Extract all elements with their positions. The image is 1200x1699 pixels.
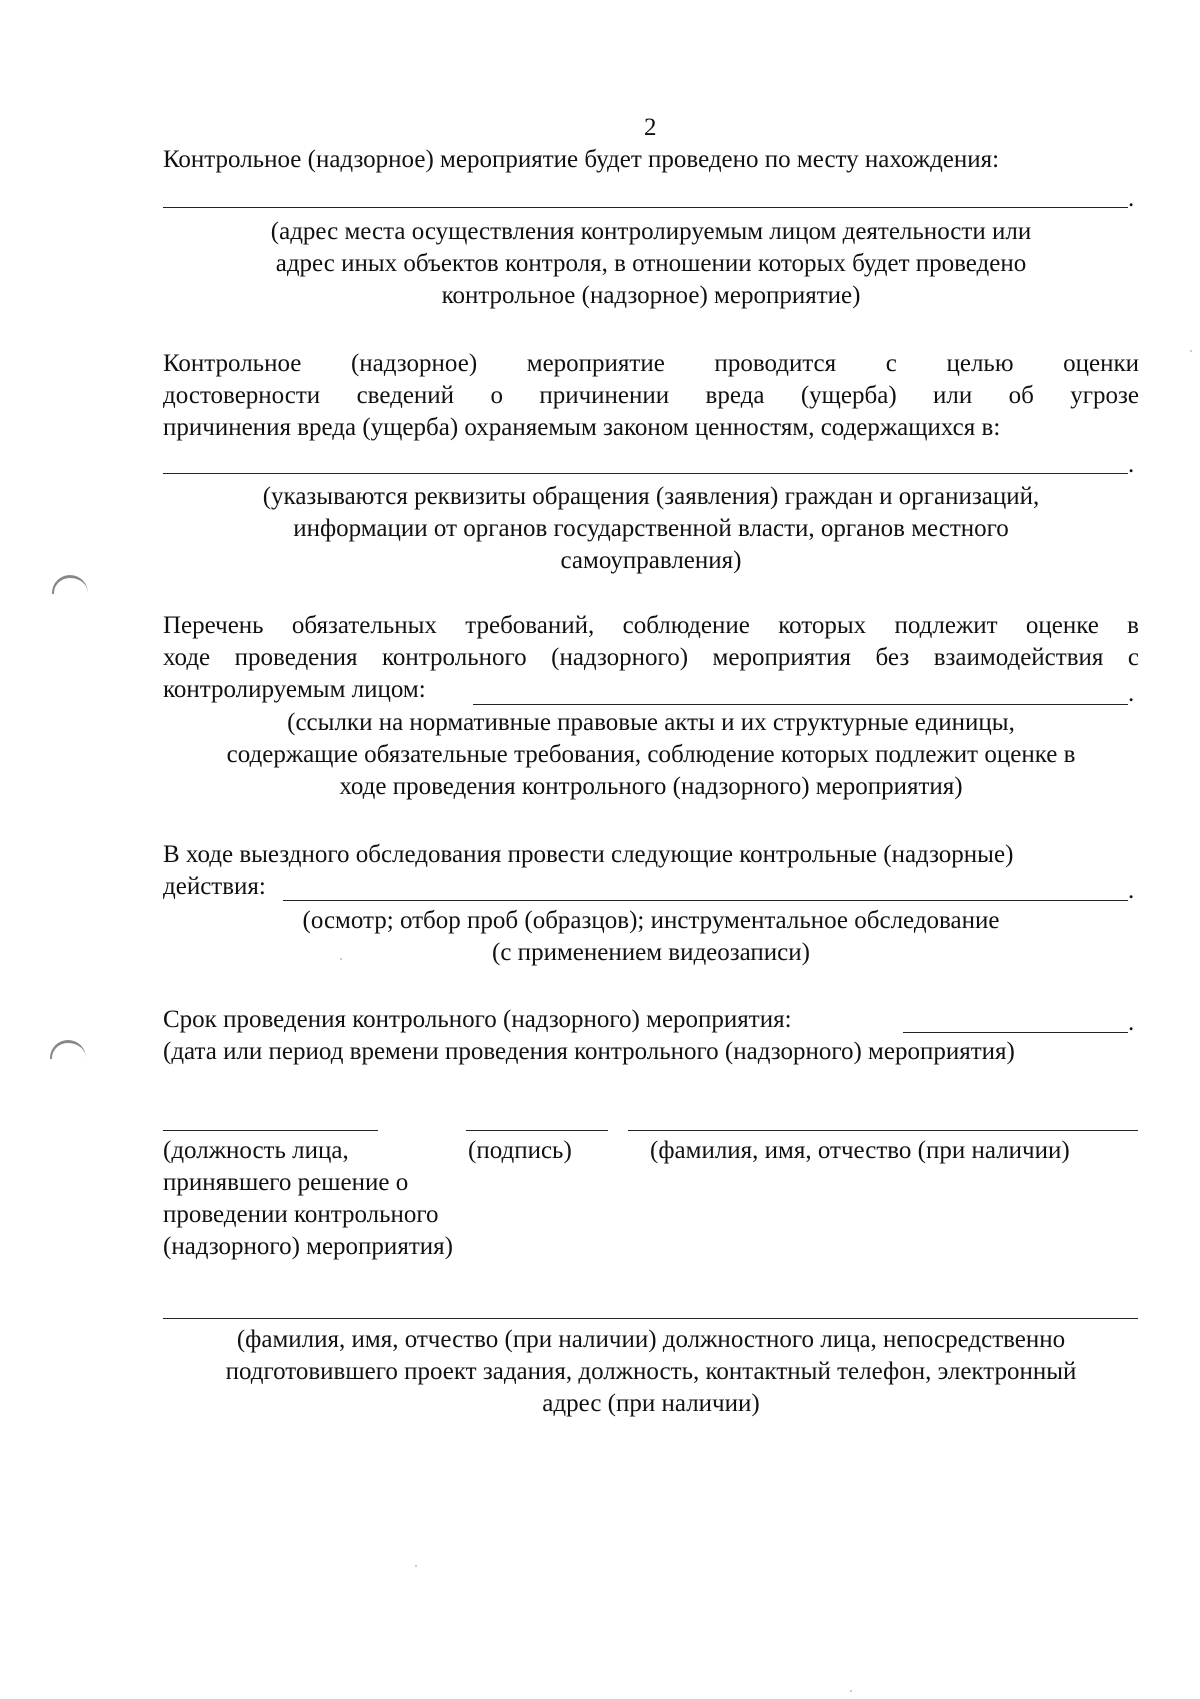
scan-speck (850, 1690, 852, 1692)
preparer-caption-2: подготовившего проект задания, должность, контактный телефон, электронный (225, 1358, 1077, 1385)
preparer-line (163, 1318, 1138, 1319)
signature-position-3: проведении контрольного (163, 1201, 439, 1228)
purpose-line-1: Контрольное (надзорное) мероприятие проводится с целью оценки (163, 350, 1139, 377)
punch-hole-mark (50, 1040, 86, 1059)
sign-signature-line (466, 1130, 608, 1131)
actions-line-1: В ходе выездного обследования провести следующие контрольные (надзорные) (163, 841, 1014, 868)
preparer-caption-3: адрес (при наличии) (542, 1390, 760, 1417)
scan-speck (1190, 350, 1192, 352)
purpose-caption-3: самоуправления) (560, 547, 742, 574)
location-caption-1: (адрес места осуществления контролируемым лицом деятельности или (270, 218, 1032, 245)
fio-signature-line (628, 1130, 1138, 1131)
location-caption-3: контрольное (надзорное) мероприятие) (441, 282, 861, 309)
actions-line-2: действия: (163, 873, 266, 900)
signature-position-2: принявшего решение о (163, 1169, 409, 1196)
location-heading: Контрольное (надзорное) мероприятие будет проведено по месту нахождения: (163, 146, 1000, 173)
scan-speck (340, 958, 342, 960)
purpose-line-2: достоверности сведений о причинении вреда (ущерба) или об угрозе (163, 382, 1139, 409)
punch-hole-mark (52, 575, 88, 594)
requirements-caption-3: ходе проведения контрольного (надзорного) мероприятия) (339, 773, 963, 800)
signature-position-4: (надзорного) мероприятия) (163, 1233, 453, 1260)
requirements-line-3: контролируемым лицом: (163, 676, 426, 703)
actions-terminator: . (1128, 877, 1135, 904)
purpose-caption-1: (указываются реквизиты обращения (заявления) граждан и организаций, (262, 483, 1040, 510)
requirements-line-2: ходе проведения контрольного (надзорного) мероприятия без взаимодействия с (163, 644, 1139, 671)
deadline-blank-line (903, 1032, 1128, 1033)
signature-sign-caption: (подпись) (468, 1137, 572, 1164)
requirements-line-1: Перечень обязательных требований, соблюдение которых подлежит оценке в (163, 612, 1139, 639)
position-signature-line (163, 1130, 378, 1131)
deadline-terminator: . (1128, 1009, 1135, 1036)
purpose-terminator: . (1128, 451, 1135, 478)
location-terminator: . (1128, 185, 1135, 212)
signature-position-1: (должность лица, (163, 1137, 349, 1164)
requirements-blank-line (473, 704, 1128, 705)
deadline-label: Срок проведения контрольного (надзорного) мероприятия: (163, 1006, 792, 1033)
deadline-caption: (дата или период времени проведения контрольного (надзорного) мероприятия) (163, 1038, 1015, 1065)
purpose-line-3: причинения вреда (ущерба) охраняемым законом ценностям, содержащихся в: (163, 414, 1001, 441)
page-number: 2 (644, 114, 657, 141)
actions-blank-line (283, 900, 1128, 901)
requirements-caption-2: содержащие обязательные требования, соблюдение которых подлежит оценке в (226, 741, 1076, 768)
location-blank-line (163, 207, 1128, 208)
requirements-terminator: . (1128, 680, 1135, 707)
purpose-caption-2: информации от органов государственной власти, органов местного (293, 515, 1009, 542)
scan-speck (415, 1565, 417, 1567)
requirements-caption-1: (ссылки на нормативные правовые акты и их структурные единицы, (287, 709, 1015, 736)
actions-caption-1: (осмотр; отбор проб (образцов); инструментальное обследование (302, 907, 1000, 934)
location-caption-2: адрес иных объектов контроля, в отношении которых будет проведено (275, 250, 1027, 277)
signature-fio-caption: (фамилия, имя, отчество (при наличии) (650, 1137, 1070, 1164)
purpose-blank-line (163, 473, 1128, 474)
preparer-caption-1: (фамилия, имя, отчество (при наличии) должностного лица, непосредственно (236, 1326, 1066, 1353)
actions-caption-2: (с применением видеозаписи) (492, 939, 810, 966)
